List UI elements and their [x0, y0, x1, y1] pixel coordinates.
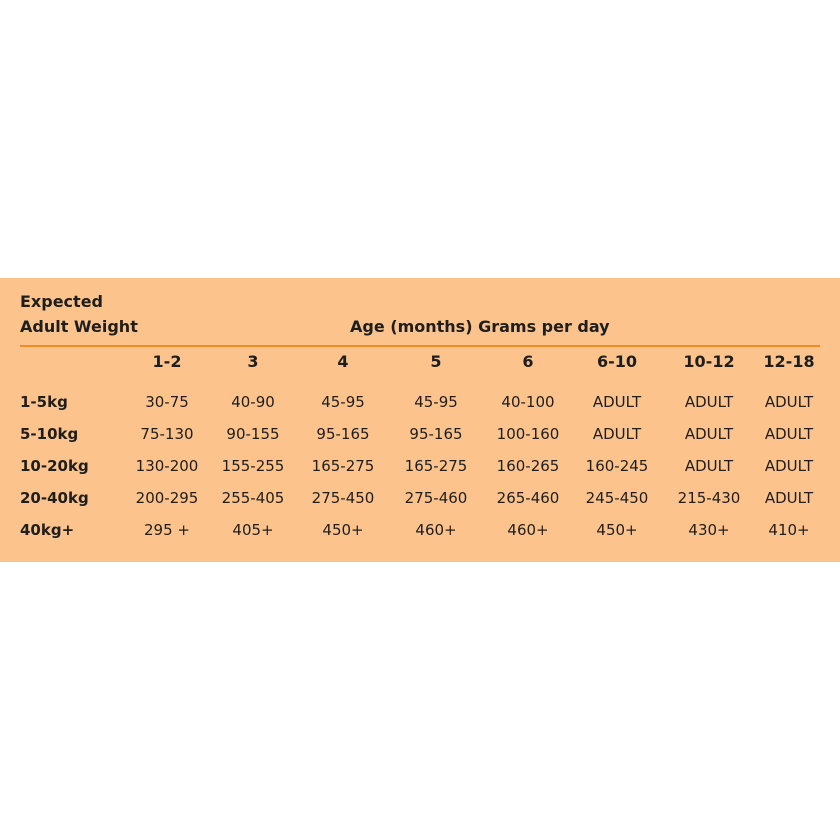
table-cell: ADULT: [684, 457, 734, 475]
row-label: 10-20kg: [20, 457, 89, 475]
column-header: 3: [247, 352, 259, 371]
table-cell: 200-295: [135, 489, 199, 507]
table-cell: 160-245: [585, 457, 649, 475]
table-cell: 30-75: [145, 393, 189, 411]
feeding-guide-panel: [0, 278, 840, 562]
table-cell: 430+: [688, 521, 730, 539]
table-cell: 160-265: [496, 457, 560, 475]
column-header: 12-18: [763, 352, 815, 371]
table-cell: 460+: [507, 521, 549, 539]
table-cell: 45-95: [414, 393, 458, 411]
table-cell: 95-165: [409, 425, 463, 443]
column-header: 5: [430, 352, 442, 371]
table-cell: 245-450: [585, 489, 649, 507]
table-cell: 45-95: [321, 393, 365, 411]
table-cell: 165-275: [404, 457, 468, 475]
column-header: 6-10: [596, 352, 638, 371]
weight-column-header: [20, 289, 138, 339]
table-title: Age (months) Grams per day: [350, 317, 610, 336]
row-label: 20-40kg: [20, 489, 89, 507]
table-cell: 450+: [322, 521, 364, 539]
table-cell: 40-100: [501, 393, 555, 411]
table-cell: ADULT: [764, 393, 814, 411]
table-cell: ADULT: [684, 425, 734, 443]
column-header: 6: [522, 352, 534, 371]
table-cell: 165-275: [311, 457, 375, 475]
table-cell: ADULT: [592, 425, 642, 443]
table-cell: ADULT: [684, 393, 734, 411]
table-cell: 90-155: [226, 425, 280, 443]
table-cell: 130-200: [135, 457, 199, 475]
table-cell: 295 +: [144, 521, 190, 539]
table-cell: ADULT: [764, 425, 814, 443]
table-cell: 100-160: [496, 425, 560, 443]
table-cell: 265-460: [496, 489, 560, 507]
table-cell: 75-130: [140, 425, 194, 443]
table-cell: ADULT: [764, 489, 814, 507]
table-cell: 275-450: [311, 489, 375, 507]
table-cell: 95-165: [316, 425, 370, 443]
table-cell: 460+: [415, 521, 457, 539]
table-cell: 405+: [232, 521, 274, 539]
table-cell: 275-460: [404, 489, 468, 507]
column-header: 10-12: [683, 352, 735, 371]
table-cell: ADULT: [592, 393, 642, 411]
header-divider: [20, 345, 820, 347]
weight-header-line-1: Expected: [20, 292, 103, 311]
table-cell: 155-255: [221, 457, 285, 475]
row-label: 40kg+: [20, 521, 75, 539]
column-header: 1-2: [152, 352, 182, 371]
table-cell: 255-405: [221, 489, 285, 507]
row-label: 5-10kg: [20, 425, 79, 443]
table-cell: 450+: [596, 521, 638, 539]
table-cell: 40-90: [231, 393, 275, 411]
table-cell: 410+: [768, 521, 810, 539]
weight-header-line-2: Adult Weight: [20, 317, 138, 336]
table-cell: ADULT: [764, 457, 814, 475]
column-header: 4: [337, 352, 349, 371]
row-label: 1-5kg: [20, 393, 68, 411]
table-cell: 215-430: [677, 489, 741, 507]
